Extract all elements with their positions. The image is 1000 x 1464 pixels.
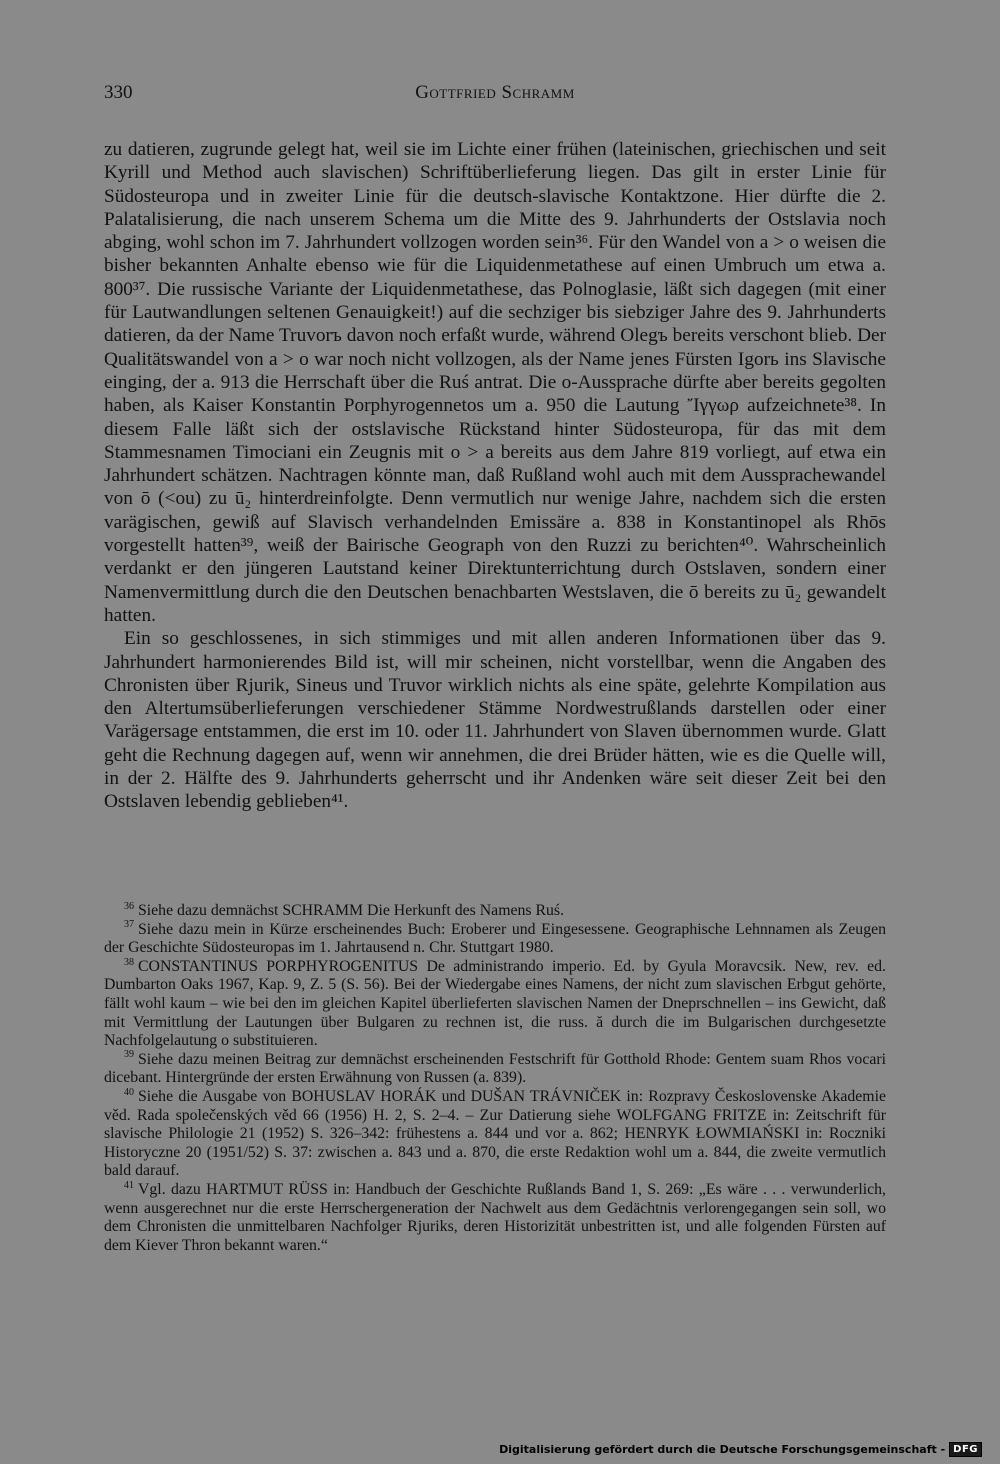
footnote-number: 39	[124, 1049, 134, 1061]
main-text	[104, 138, 886, 814]
footnote-text: Siehe die Ausgabe von BOHUSLAV HORÁK und DUŠAN TRÁVNIČEK in: Rozpravy Československe Akademie věd. Rada společenských věd 66 (1956) H. 2, S. 2–4. – Zur Datierung siehe WOLFGANG FRITZE in: Zeitschrift für slavische Philologie 21 (1952) S. 326–342: frühestens a. 844 und vor a. 862; HENRYK ŁOWMIAŃSKI in: Roczniki Historyczne 20 (1951/52) S. 37: zwischen a. 843 und a. 870, die erste Redaktion wohl um a. 844, die zweite vermutlich bald darauf.	[104, 1087, 886, 1180]
footnote-number: 38	[124, 956, 134, 968]
footnote-number: 37	[124, 919, 134, 931]
page-number: 330	[104, 82, 133, 103]
footnote-text: Siehe dazu demnächst SCHRAMM Die Herkunft des Namens Ruś.	[138, 902, 565, 919]
footnote-text: Siehe dazu mein in Kürze erscheinendes Buch: Eroberer und Eingesessene. Geographische Lehnnamen als Zeugen der Geschichte Südosteuropas im 1. Jahrtausend n. Chr. Stuttgart 1980.	[104, 920, 886, 957]
footnote	[104, 902, 886, 921]
footnote	[104, 921, 886, 958]
footnote-number: 40	[124, 1086, 134, 1098]
footnote-number: 36	[124, 900, 134, 912]
footnote-text: CONSTANTINUS PORPHYROGENITUS De administrando imperio. Ed. by Gyula Moravcsik. New, rev. ed. Dumbarton Oaks 1967, Kap. 9, Z. 5 (S. 56). Bei der Wiedergabe eines Namens, der nicht zum slavischen Erbgut gehörte, fällt wohl kaum – wie bei den im gleichen Kapitel überlieferten slavischen Namen der Dneprschnellen – ins Gewicht, daß mit Vermittlung der Lautungen über Bulgaren zu rechnen ist, die russ. ă durch die im Bulgarischen durchgesetzte Nachfolgelautung o substituieren.	[104, 957, 886, 1050]
footnote	[104, 1051, 886, 1088]
footnote-text: Vgl. dazu HARTMUT RÜSS in: Handbuch der Geschichte Rußlands Band 1, S. 269: „Es wäre . . . verwunderlich, wenn ausgerechnet nur die erste Herrschergeneration der Nachwelt aus dem Gedächtnis verlorengegangen sein soll, wo dem Chronisten die unmittelbaren Nachfolger Rjuriks, deren Historizität unbestritten ist, und alle folgenden Fürsten auf dem Kiever Thron bekannt waren.“	[104, 1180, 886, 1254]
footnote-text: Siehe dazu meinen Beitrag zur demnächst erscheinenden Festschrift für Gotthold Rhode: Gentem suam Rhos vocari dicebant. Hintergründe der ersten Erwähnung von Russen (a. 839).	[104, 1050, 886, 1087]
footnote	[104, 958, 886, 1051]
body-paragraph: zu datieren, zugrunde gelegt hat, weil sie im Lichte einer frühen (lateinischen, griechischen und seit Kyrill und Method auch slavischen) Schriftüberlieferung liegen. Das gilt in erster Linie für Südosteuropa und in zweiter Linie für die deutsch-slavische Kontaktzone. Hier dürfte die 2. Palatalisierung, die nach unserem Schema um die Mitte des 9. Jahrhunderts der Ostslavia noch abging, wohl schon im 7. Jahrhundert vollzogen worden sein³⁶. Für den Wandel von a > o weisen die bisher bekannten Anhalte ebenso wie für die Liquidenmetathese auf einen Umbruch um etwa a. 800³⁷. Die russische Variante der Liquidenmetathese, das Polnoglasie, läßt sich dagegen (mit einer für Lautwandlungen seltenen Genauigkeit!) auf die sechziger bis siebziger Jahre des 9. Jahrhunderts datieren, da der Name Truvorъ davon noch erfaßt wurde, während Olegъ bereits verschont blieb. Der Qualitätswandel von a > o war noch nicht vollzogen, als der Name jenes Fürsten Igorь ins Slavische einging, der a. 913 die Herrschaft über die Ruś antrat. Die o-Aussprache dürfte aber bereits gegolten haben, als Kaiser Konstantin Porphyrogennetos um a. 950 die Lautung Ἴγγωρ aufzeichnete³⁸. In diesem Falle läßt sich der ostslavische Rückstand hinter Südosteuropa, für das mit dem Stammesnamen Timociani ein Zeugnis mit o > a bereits aus dem Jahre 819 vorliegt, auf etwa ein Jahrhundert schätzen. Nachtragen könnte man, daß Rußland wohl auch mit dem Aussprachewandel von ō (<ou) zu ū₂ hinterdreinfolgte. Denn vermutlich nur wenige Jahre, nachdem sich die ersten varägischen, gewiß auf Slavisch verhandelnden Emissäre a. 838 in Konstantinopel als Rhōs vorgestellt hatten³⁹, weiß der Bairische Geograph von den Ruzzi zu berichten⁴⁰. Wahrscheinlich verdankt er den jüngeren Lautstand keiner Direktunterrichtung durch Ostslaven, sondern einer Namenvermittlung durch die den Deutschen benachbarten Westslaven, die ō bereits zu ū₂ gewandelt hatten.	[104, 139, 886, 626]
footnote-number: 41	[124, 1179, 134, 1191]
credit-text: Digitalisierung gefördert durch die Deutsche Forschungsgemeinschaft -	[499, 1442, 946, 1456]
dfg-logo: DFG	[949, 1442, 982, 1457]
footnote	[104, 1181, 886, 1255]
digitization-credit	[499, 1440, 982, 1458]
footnotes	[104, 902, 886, 1255]
body-paragraph: Ein so geschlossenes, in sich stimmiges und mit allen anderen Informationen über das 9. Jahrhundert harmonierendes Bild ist, will mir scheinen, nicht vorstellbar, wenn die Angaben des Chronisten über Rjurik, Sineus und Truvor wirklich nichts als eine späte, gelehrte Kompilation aus den Altertumsüberlieferungen verschiedener Stämme Nordwestrußlands darstellen oder einer Varägersage entstammen, die erst im 10. oder 11. Jahrhundert von Slaven übernommen wurde. Glatt geht die Rechnung dagegen auf, wenn wir annehmen, die drei Brüder hätten, wie es die Quelle will, in der 2. Hälfte des 9. Jahrhunderts geherrscht und ihr Andenken wäre seit dieser Zeit bei den Ostslaven lebendig geblieben⁴¹.	[104, 628, 886, 813]
footnote	[104, 1088, 886, 1181]
page-header	[104, 82, 886, 112]
running-head: Gottfried Schramm	[415, 82, 575, 103]
